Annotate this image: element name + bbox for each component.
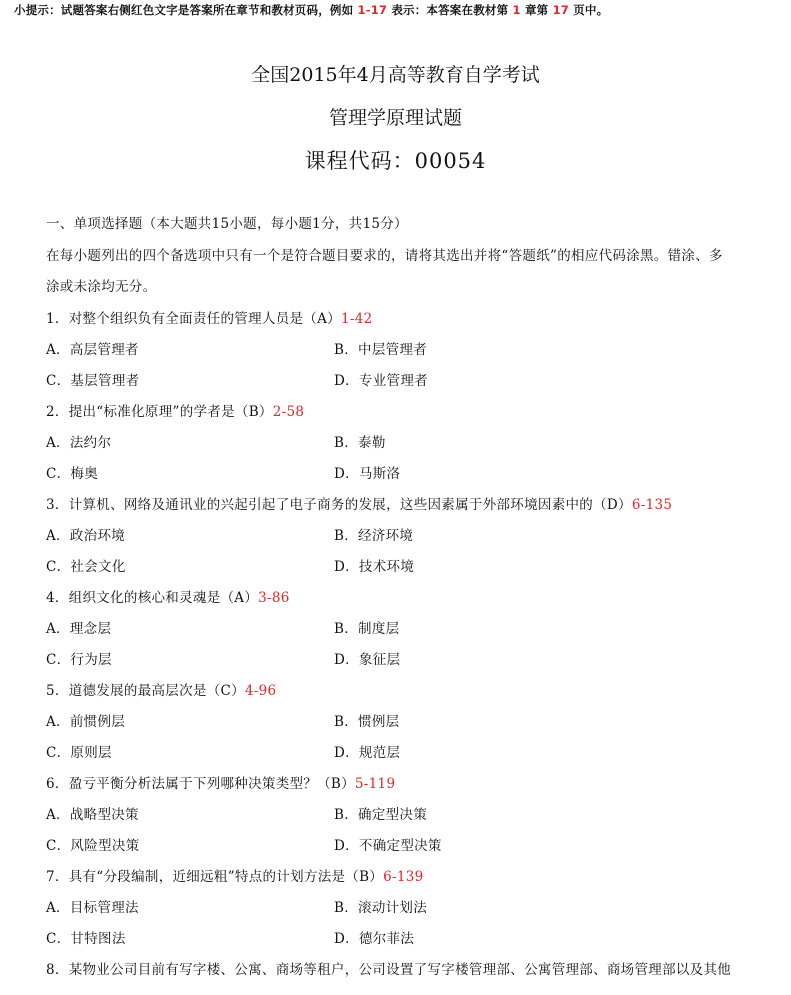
q3-option-a: A．政治环境 <box>46 528 126 544</box>
tip-banner <box>14 2 608 18</box>
q6-option-c: C．风险型决策 <box>46 838 140 854</box>
q5-option-c: C．原则层 <box>46 745 112 761</box>
q3-option-c: C．社会文化 <box>46 559 126 575</box>
tip-text-1: 小提示：试题答案右侧红色文字是答案所在章节和教材页码，例如 <box>14 3 354 17</box>
question-6-ref: 5-119 <box>354 776 396 792</box>
q7-option-a: A．目标管理法 <box>46 900 139 916</box>
question-5 <box>46 679 276 699</box>
question-1 <box>46 307 372 327</box>
question-4-text: 4．组织文化的核心和灵魂是（A） <box>46 590 259 606</box>
q4-option-a: A．理念层 <box>46 621 112 637</box>
tip-text-4: 页中。 <box>573 3 609 17</box>
question-7 <box>46 865 424 885</box>
q2-option-b: B．泰勒 <box>334 435 386 451</box>
question-7-ref: 6-139 <box>383 869 424 885</box>
question-8-text: 8．某物业公司目前有写字楼、公寓、商场等租户，公司设置了写字楼管理部、公寓管理部、商场管理部以及其他 <box>46 962 732 978</box>
tip-text-2: 表示：本答案在教材第 <box>391 3 509 17</box>
course-code: 课程代码：00054 <box>304 149 487 173</box>
question-2-ref: 2-58 <box>272 404 305 420</box>
q2-option-a: A．法约尔 <box>46 435 112 451</box>
q4-option-b: B．制度层 <box>334 621 400 637</box>
q5-option-a: A．前惯例层 <box>46 714 126 730</box>
exam-title: 全国2015年4月高等教育自学考试 <box>251 64 540 86</box>
question-4 <box>46 586 290 606</box>
question-3 <box>46 493 672 513</box>
q3-option-b: B．经济环境 <box>334 528 414 544</box>
tip-text-3: 章第 <box>524 3 549 17</box>
q1-option-c: C．基层管理者 <box>46 373 140 389</box>
section-instructions-1: 在每小题列出的四个备选项中只有一个是符合题目要求的，请将其选出并将“答题纸”的相应代码涂黑。错涂、多 <box>46 248 723 264</box>
q7-option-c: C．甘特图法 <box>46 931 126 947</box>
q2-option-c: C．梅奥 <box>46 466 99 482</box>
question-1-ref: 1-42 <box>340 311 373 327</box>
question-5-text: 5．道德发展的最高层次是（C） <box>46 683 245 699</box>
q3-option-d: D．技术环境 <box>334 559 415 575</box>
question-6-text: 6．盈亏平衡分析法属于下列哪种决策类型？（B） <box>46 776 355 792</box>
section-instructions-2: 涂或未涂均无分。 <box>46 279 157 295</box>
q5-option-d: D．规范层 <box>334 745 401 761</box>
q7-option-b: B．滚动计划法 <box>334 900 428 916</box>
q2-option-d: D．马斯洛 <box>334 466 401 482</box>
question-2 <box>46 400 304 420</box>
question-2-text: 2．提出“标准化原理”的学者是（B） <box>46 404 273 420</box>
question-4-ref: 3-86 <box>258 590 290 606</box>
section-heading: 一、单项选择题（本大题共15小题，每小题1分，共15分） <box>46 216 408 232</box>
question-7-text: 7．具有“分段编制，近细远粗”特点的计划方法是（B） <box>46 869 384 885</box>
q1-option-a: A．高层管理者 <box>46 342 139 358</box>
q4-option-d: D．象征层 <box>334 652 401 668</box>
tip-chapter: 1 <box>512 3 521 17</box>
q6-option-d: D．不确定型决策 <box>334 838 442 854</box>
tip-example-ref: 1-17 <box>357 3 388 17</box>
question-3-ref: 6-135 <box>631 497 673 513</box>
q1-option-b: B．中层管理者 <box>334 342 428 358</box>
tip-page: 17 <box>552 3 569 17</box>
question-6 <box>46 772 395 792</box>
q6-option-a: A．战略型决策 <box>46 807 139 823</box>
question-3-text: 3．计算机、网络及通讯业的兴起引起了电子商务的发展，这些因素属于外部环境因素中的（D） <box>46 497 632 513</box>
question-5-ref: 4-96 <box>244 683 277 699</box>
question-1-text: 1．对整个组织负有全面责任的管理人员是（A） <box>46 311 341 327</box>
q7-option-d: D．德尔菲法 <box>334 931 415 947</box>
q5-option-b: B．惯例层 <box>334 714 400 730</box>
subject-title: 管理学原理试题 <box>328 107 462 129</box>
q4-option-c: C．行为层 <box>46 652 112 668</box>
q6-option-b: B．确定型决策 <box>334 807 428 823</box>
q1-option-d: D．专业管理者 <box>334 373 428 389</box>
